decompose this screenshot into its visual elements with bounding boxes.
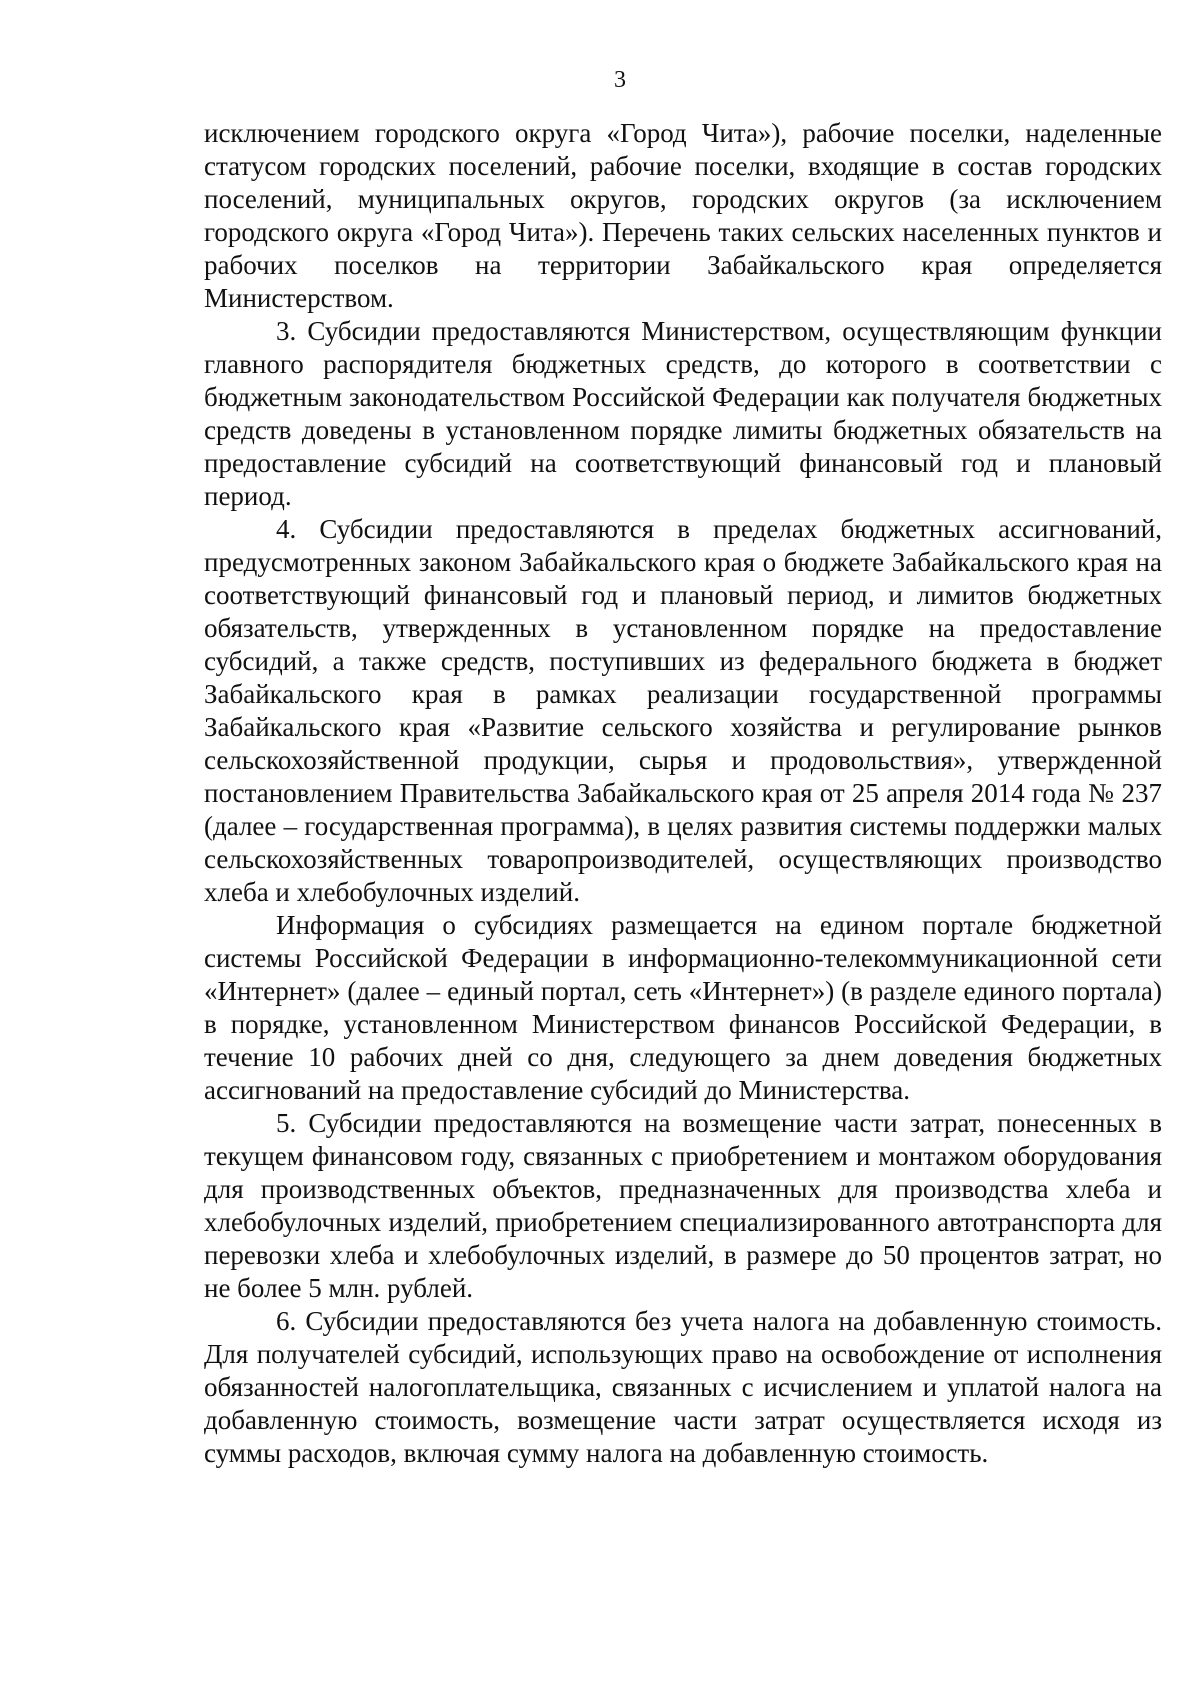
paragraph-continuation: исключением городского округа «Город Чита»), рабочие поселки, наделенные статусом городских поселений, рабочие поселки, входящие в состав городских поселений, муниципальных округов, городских округов (за исключением городского округа «Город Чита»). Перечень таких сельских населенных пунктов и рабочих поселков на территории Забайкальского края определяется Министерством. <box>204 118 1162 313</box>
paragraph-item-5: 5. Субсидии предоставляются на возмещение части затрат, понесенных в текущем финансовом году, связанных с приобретением и монтажом оборудования для производственных объектов, предназначенных для производства хлеба и хлебобулочных изделий, приобретением специализированного автотранспорта для перевозки хлеба и хлебобулочных изделий, в размере до 50 процентов затрат, но не более 5 млн. рублей. <box>204 1108 1162 1303</box>
paragraph-item-3: 3. Субсидии предоставляются Министерством, осуществляющим функции главного распорядителя бюджетных средств, до которого в соответствии с бюджетным законодательством Российской Федерации как получателя бюджетных средств доведены в установленном порядке лимиты бюджетных обязательств на предоставление субсидий на соответствующий финансовый год и плановый период. <box>204 316 1162 511</box>
paragraph-item-4-info: Информация о субсидиях размещается на едином портале бюджетной системы Российской Федерации в информационно-телекоммуникационной сети «Интернет» (далее – единый портал, сеть «Интернет») (в разделе единого портала) в порядке, установленном Министерством финансов Российской Федерации, в течение 10 рабочих дней со дня, следующего за днем доведения бюджетных ассигнований на предоставление субсидий до Министерства. <box>204 910 1162 1105</box>
paragraph-item-6: 6. Субсидии предоставляются без учета налога на добавленную стоимость. Для получателей субсидий, использующих право на освобождение от исполнения обязанностей налогоплательщика, связанных с исчислением и уплатой налога на добавленную стоимость, возмещение части затрат осуществляется исходя из суммы расходов, включая сумму налога на добавленную стоимость. <box>204 1306 1162 1468</box>
document-body <box>204 117 1162 1470</box>
page-number: 3 <box>614 67 626 93</box>
paragraph-item-4: 4. Субсидии предоставляются в пределах бюджетных ассигнований, предусмотренных законом Забайкальского края о бюджете Забайкальского края на соответствующий финансовый год и плановый период, и лимитов бюджетных обязательств, утвержденных в установленном порядке на предоставление субсидий, а также средств, поступивших из федерального бюджета в бюджет Забайкальского края в рамках реализации государственной программы Забайкальского края «Развитие сельского хозяйства и регулирование рынков сельскохозяйственной продукции, сырья и продовольствия», утвержденной постановлением Правительства Забайкальского края от 25 апреля 2014 года № 237 (далее – государственная программа), в целях развития системы поддержки малых сельскохозяйственных товаропроизводителей, осуществляющих производство хлеба и хлебобулочных изделий. <box>204 514 1162 907</box>
